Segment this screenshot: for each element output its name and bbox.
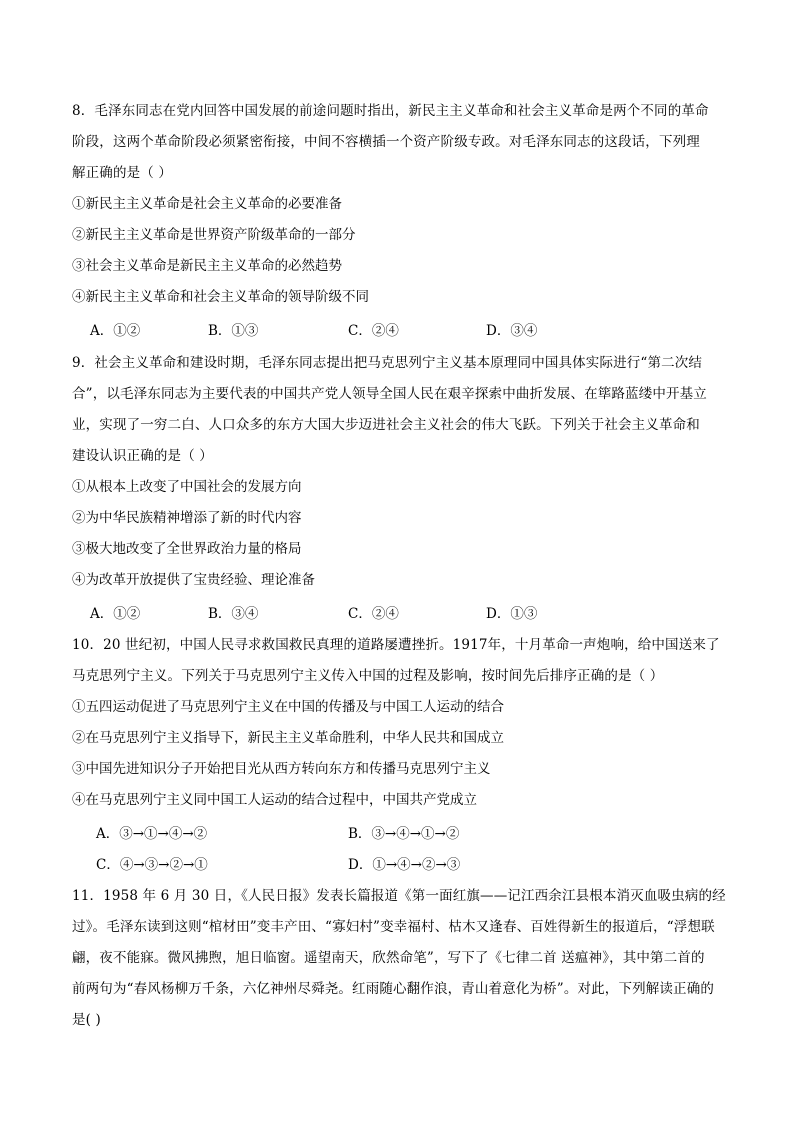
statement: ②为中华民族精神增添了新的时代内容 xyxy=(72,510,302,526)
question-stem-line: 8．毛泽东同志在党内回答中国发展的前途问题时指出，新民主主义革命和社会主义革命是两个不同的革命 xyxy=(72,103,709,119)
question-stem-line: 11．1958 年 6 月 30 日，《人民日报》发表长篇报道《第一面红旗——记江西余江县根本消灭血吸虫病的经 xyxy=(72,888,726,904)
option-b[interactable]: B．③④ xyxy=(208,606,259,622)
question-stem-line: 过》。毛泽东读到这则“棺材田”变丰产田、“寡妇村”变幸福村、枯木又逢春、百姓得新生的报道后，“浮想联 xyxy=(72,919,715,935)
statement: ④为改革开放提供了宝贵经验、理论准备 xyxy=(72,572,315,588)
statement: ④新民主主义革命和社会主义革命的领导阶级不同 xyxy=(72,289,369,305)
question-stem-line: 前两句为“春风杨柳万千条，六亿神州尽舜尧。红雨随心翻作浪，青山着意化为桥”。对此，下列解读正确的 xyxy=(72,981,715,997)
statement: ③中国先进知识分子开始把目光从西方转向东方和传播马克思列宁主义 xyxy=(72,761,491,777)
question-stem-line: 是( ) xyxy=(72,1012,101,1028)
question-stem-line: 9．社会主义革命和建设时期，毛泽东同志提出把马克思列宁主义基本原理同中国具体实际进行“第二次结 xyxy=(72,355,703,371)
statement: ③社会主义革命是新民主主义革命的必然趋势 xyxy=(72,258,342,274)
question-stem-line: 合”，以毛泽东同志为主要代表的中国共产党人领导全国人民在艰辛探索中曲折发展、在筚路蓝缕中开基立 xyxy=(72,386,707,402)
statement: ④在马克思列宁主义同中国工人运动的结合过程中，中国共产党成立 xyxy=(72,792,477,808)
question-stem-line: 马克思列宁主义。下列关于马克思列宁主义传入中国的过程及影响，按时间先后排序正确的是（ ） xyxy=(72,668,664,684)
question-stem-line: 解正确的是（ ） xyxy=(72,165,172,181)
question-stem-line: 业，实现了一穷二白、人口众多的东方大国大步迈进社会主义社会的伟大飞跃。下列关于社会主义革命和 xyxy=(72,417,700,433)
options-row xyxy=(90,602,690,626)
question-stem-line: 建设认识正确的是（ ） xyxy=(72,448,213,464)
statement: ①新民主主义革命是社会主义革命的必要准备 xyxy=(72,196,342,212)
statement: ③极大地改变了全世界政治力量的格局 xyxy=(72,541,302,557)
question-11 xyxy=(72,881,726,1036)
option-d[interactable]: D．③④ xyxy=(486,323,538,339)
option-d[interactable]: D．①→④→②→③ xyxy=(348,857,461,873)
question-stem-line: 翩，夜不能寐。微风拂煦，旭日临窗。遥望南天，欣然命笔”，写下了《七律二首 送瘟神》，其中第二首的 xyxy=(72,950,705,966)
option-c[interactable]: C．②④ xyxy=(348,323,399,339)
option-a[interactable]: A．①② xyxy=(90,323,141,339)
option-b[interactable]: B．③→④→①→② xyxy=(348,826,460,842)
option-a[interactable]: A．①② xyxy=(90,606,141,622)
option-d[interactable]: D．①③ xyxy=(486,606,538,622)
statement: ②在马克思列宁主义指导下，新民主主义革命胜利，中华人民共和国成立 xyxy=(72,730,504,746)
options-row xyxy=(90,319,690,343)
statement: ①从根本上改变了中国社会的发展方向 xyxy=(72,479,302,495)
question-10 xyxy=(72,630,722,816)
question-9 xyxy=(72,348,722,596)
question-stem-line: 10．20 世纪初，中国人民寻求救国救民真理的道路屡遭挫折。1917年，十月革命一声炮响，给中国送来了 xyxy=(72,637,720,653)
option-c[interactable]: C．④→③→②→① xyxy=(96,857,208,873)
options-row xyxy=(96,853,616,877)
option-a[interactable]: A．③→①→④→② xyxy=(96,826,208,842)
question-8 xyxy=(72,96,722,313)
options-row xyxy=(96,822,616,846)
statement: ②新民主主义革命是世界资产阶级革命的一部分 xyxy=(72,227,356,243)
option-b[interactable]: B．①③ xyxy=(208,323,259,339)
question-stem-line: 阶段，这两个革命阶段必须紧密衔接，中间不容横插一个资产阶级专政。对毛泽东同志的这段话，下列理 xyxy=(72,134,700,150)
option-c[interactable]: C．②④ xyxy=(348,606,399,622)
statement: ①五四运动促进了马克思列宁主义在中国的传播及与中国工人运动的结合 xyxy=(72,699,504,715)
